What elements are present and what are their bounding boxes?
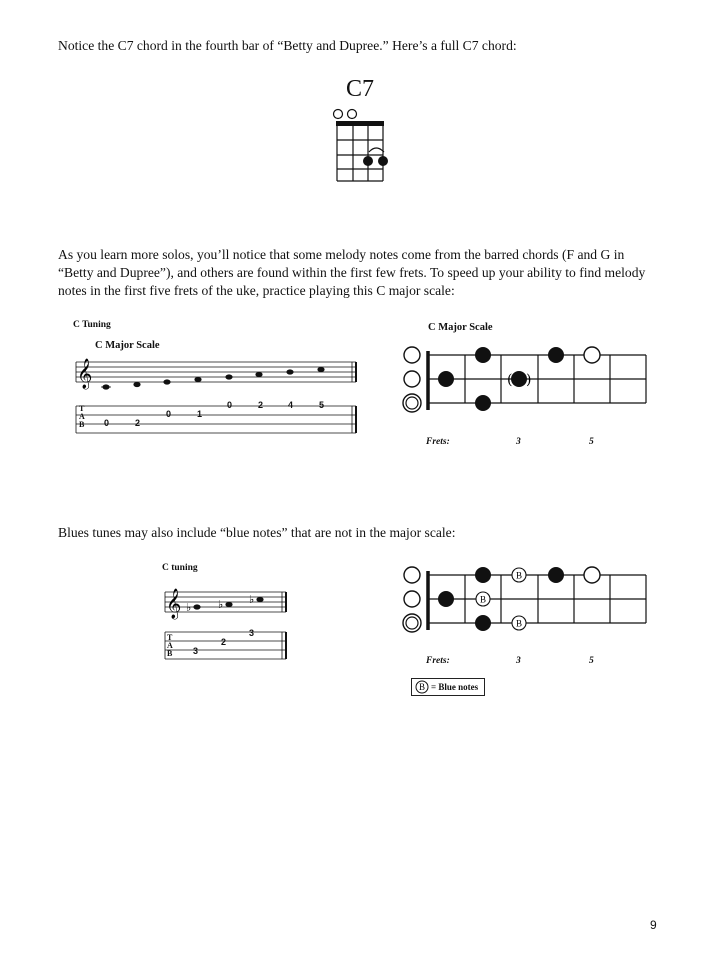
tab-number: 2 [258, 400, 264, 410]
chord-nut [336, 121, 384, 126]
fret-number: 5 [589, 437, 594, 447]
finger-dot [363, 156, 373, 166]
flat-sign: ♭ [186, 601, 192, 614]
chord-name: C7 [345, 76, 374, 102]
chord-grid [337, 124, 383, 181]
scale-note-dot [438, 591, 454, 607]
svg-text:B: B [515, 618, 523, 629]
open-string-marker [404, 347, 420, 363]
scale-tab-letters: T A B [79, 404, 85, 429]
flat-sign: ♭ [218, 598, 224, 611]
tab-number: 5 [319, 400, 325, 410]
blue-note-marker [512, 568, 526, 582]
tab-number: 0 [227, 400, 233, 410]
scale-note-dot [548, 347, 564, 363]
finger-dot [378, 156, 388, 166]
blue-note-marker [512, 616, 526, 630]
scale-fretboard [398, 343, 648, 423]
blues-notation-staff [164, 590, 289, 665]
svg-text:B: B [479, 594, 487, 605]
fret-number: 5 [589, 656, 594, 666]
optional-note-parens: ) [526, 372, 532, 388]
open-string-marker [404, 371, 420, 387]
open-string-marker [406, 397, 418, 409]
scale-note-dot [475, 347, 491, 363]
scale-paragraph: As you learn more solos, you’ll notice that some melody notes come from the barred chords (F and G in “Betty and Dupree”), and others are found within the first few frets. To speed up your ability to find melody notes in the first five frets of the uke, practice playing this C major scale: [58, 247, 646, 298]
tab-number: 0 [104, 418, 110, 428]
open-string-marker [404, 567, 420, 583]
fret-number: 3 [516, 437, 521, 447]
treble-clef-icon: 𝄞 [166, 589, 182, 619]
page-number: 9 [650, 918, 657, 932]
scale-note-dot [511, 371, 527, 387]
tab-number: 4 [288, 400, 294, 410]
scale-fretboard-title: C Major Scale [428, 322, 493, 333]
open-string-marker [334, 110, 343, 119]
scale-note-dot [475, 395, 491, 411]
blue-notes-paragraph: Blues tunes may also include “blue notes” that are not in the major scale: [58, 525, 456, 540]
scale-note-dot [475, 567, 491, 583]
blues-fretboard [398, 563, 648, 643]
scale-note-open [584, 567, 600, 583]
tab-number: 2 [135, 418, 141, 428]
open-string-marker [404, 591, 420, 607]
c7-chord-diagram [330, 106, 390, 186]
scale-note-dot [548, 567, 564, 583]
legend-text: = Blue notes [431, 682, 479, 692]
open-string-marker [348, 110, 357, 119]
flat-sign: ♭ [249, 593, 255, 606]
open-string-marker [406, 617, 418, 629]
optional-note-parens: ( [507, 372, 513, 388]
frets-label: Frets: [426, 437, 450, 447]
frets-label: Frets: [426, 656, 450, 666]
treble-clef-icon: 𝄞 [77, 359, 93, 389]
tab-number: 3 [193, 646, 199, 656]
legend-marker [415, 680, 429, 694]
tab-number: 0 [166, 409, 172, 419]
blue-notes-legend [411, 678, 485, 696]
tab-number: 1 [197, 409, 203, 419]
blues-tuning-label: C tuning [162, 563, 198, 573]
tab-number: 2 [221, 637, 227, 647]
scale-note-dot [475, 615, 491, 631]
scale-note-open [584, 347, 600, 363]
blues-tab-letters: T A B [167, 633, 173, 658]
scale-tuning-label: C Tuning [73, 320, 111, 330]
blue-note-marker [476, 592, 490, 606]
scale-notation-staff [74, 360, 359, 440]
barre-arc [369, 148, 384, 152]
scale-staff-title: C Major Scale [95, 340, 160, 351]
tab-number: 3 [249, 628, 255, 638]
intro-c7-paragraph: Notice the C7 chord in the fourth bar of “Betty and Dupree.” Here’s a full C7 chord: [58, 38, 517, 53]
svg-text:B: B [515, 570, 523, 581]
fret-number: 3 [516, 656, 521, 666]
svg-text:B: B [418, 682, 426, 692]
scale-note-dot [438, 371, 454, 387]
